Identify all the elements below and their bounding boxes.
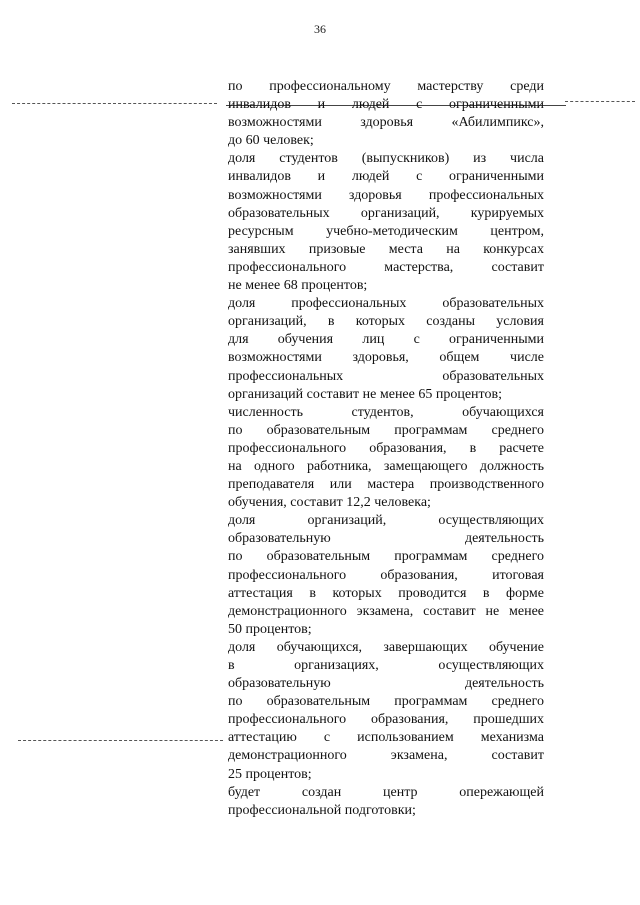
text-line: доля профессиональных образовательных — [228, 296, 544, 312]
text-line: возможностями здоровья профессиональных — [228, 187, 544, 203]
text-line: на одного работника, замещающего должность — [228, 458, 544, 474]
text-line: занявших призовые места на конкурсах — [228, 241, 544, 257]
text-line: демонстрационного экзамена, составит не менее — [228, 603, 544, 619]
text-line: организаций составит не менее 65 процентов; — [228, 386, 502, 402]
text-line: доля студентов (выпускников) из числа — [228, 151, 544, 167]
text-line: образовательную деятельность — [228, 531, 544, 547]
text-line: по образовательным программам среднего — [228, 549, 544, 565]
text-line: профессионального образования, в расчете — [228, 440, 544, 456]
text-line: образовательных организаций, курируемых — [228, 205, 544, 221]
text-line: демонстрационного экзамена, составит — [228, 748, 544, 764]
text-line: 25 процентов; — [228, 766, 312, 782]
text-line: инвалидов и людей с ограниченными — [228, 97, 544, 113]
text-line: ресурсным учебно-методическим центром, — [228, 223, 544, 239]
text-line: возможностями здоровья, общем числе — [228, 350, 544, 366]
text-line: профессионального образования, итоговая — [228, 567, 544, 583]
text-line: преподавателя или мастера производственного — [228, 477, 544, 493]
text-line: не менее 68 процентов; — [228, 278, 368, 294]
text-line: организаций, в которых созданы условия — [228, 314, 544, 330]
text-line: профессионального мастерства, составит — [228, 259, 544, 275]
text-line: возможностями здоровья «Абилимпикс», — [228, 115, 544, 131]
text-line: профессиональной подготовки; — [228, 802, 416, 818]
text-line: доля организаций, осуществляющих — [228, 513, 544, 529]
document-body — [228, 78, 544, 820]
text-line: профессиональных образовательных — [228, 368, 544, 384]
text-line: обучения, составит 12,2 человека; — [228, 495, 431, 511]
text-line: по образовательным программам среднего — [228, 422, 544, 438]
scan-artifact-line-left — [12, 103, 217, 104]
text-line: численность студентов, обучающихся — [228, 404, 544, 420]
text-line: до 60 человек; — [228, 133, 314, 149]
text-line: доля обучающихся, завершающих обучение — [228, 639, 544, 655]
text-line: 50 процентов; — [228, 621, 312, 637]
text-line: профессионального образования, прошедших — [228, 712, 544, 728]
text-line: по профессиональному мастерству среди — [228, 79, 544, 94]
text-line: для обучения лиц с ограниченными — [228, 332, 544, 348]
text-line: инвалидов и людей с ограниченными — [228, 169, 544, 185]
text-line: будет создан центр опережающей — [228, 784, 544, 800]
text-line: аттестация в которых проводится в форме — [228, 585, 544, 601]
text-line: в организациях, осуществляющих — [228, 658, 544, 673]
page-number: 36 — [314, 22, 326, 36]
scan-artifact-line-lower — [18, 740, 223, 741]
scan-artifact-line-right — [565, 101, 635, 102]
text-line: аттестацию с использованием механизма — [228, 730, 544, 746]
text-line: по образовательным программам среднего — [228, 694, 544, 710]
text-line: образовательную деятельность — [228, 676, 544, 692]
